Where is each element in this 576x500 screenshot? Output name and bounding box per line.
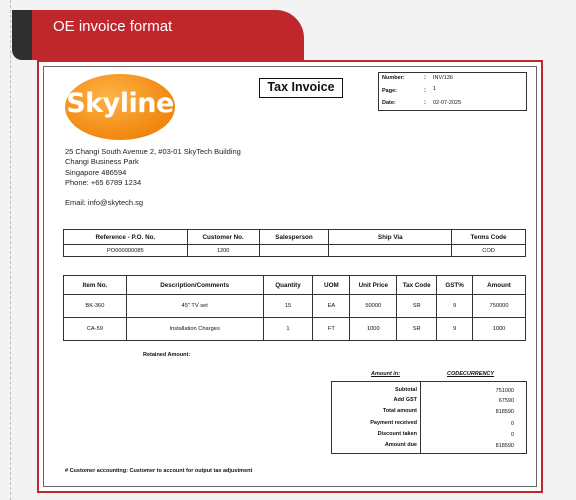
total-amount-label: Total amount bbox=[382, 408, 417, 414]
unit-price-cell: 50000 bbox=[350, 295, 397, 318]
tax-code-cell: SR bbox=[397, 318, 437, 341]
meta-number-label: Number: bbox=[382, 75, 405, 81]
items-col-header: Description/Comments bbox=[126, 276, 263, 295]
meta-date-label: Date: bbox=[382, 100, 396, 106]
document-title: Tax Invoice bbox=[259, 78, 343, 98]
table-row bbox=[64, 295, 526, 318]
currency-code: CODECURRENCY bbox=[447, 371, 495, 377]
ref-col-header: Salesperson bbox=[259, 230, 329, 245]
ship-via-cell bbox=[329, 245, 452, 257]
uom-cell: EA bbox=[313, 295, 350, 318]
amount-cell: 750000 bbox=[473, 295, 526, 318]
payment-received-label: Payment received bbox=[370, 420, 417, 426]
customer-accounting-note: # Customer accounting: Customer to account for output tax adjustment bbox=[65, 468, 253, 474]
reference-row bbox=[64, 245, 526, 257]
customer-no-cell: 1200 bbox=[187, 245, 259, 257]
gst-cell: 9 bbox=[437, 295, 473, 318]
page-dashed-border bbox=[10, 0, 11, 500]
amount-cell: 1000 bbox=[473, 318, 526, 341]
quantity-cell: 1 bbox=[263, 318, 313, 341]
meta-colon: : bbox=[424, 88, 426, 94]
email-line: Email: info@skytech.sg bbox=[65, 198, 144, 207]
table-row bbox=[64, 318, 526, 341]
meta-date-value: 02-07-2025 bbox=[433, 100, 462, 106]
phone-line: Phone: +65 6789 1234 bbox=[65, 178, 142, 187]
items-col-header: Quantity bbox=[263, 276, 313, 295]
items-col-header: UOM bbox=[313, 276, 350, 295]
tax-code-cell: SR bbox=[397, 295, 437, 318]
quantity-cell: 15 bbox=[263, 295, 313, 318]
items-col-header: Unit Price bbox=[350, 276, 397, 295]
add-gst-value: 67590 bbox=[498, 398, 514, 404]
terms-code-cell: COD bbox=[452, 245, 526, 257]
amount-due-value: 818590 bbox=[495, 443, 514, 449]
reference-header-row bbox=[64, 230, 526, 245]
ref-col-header: Reference - P.O. No. bbox=[64, 230, 188, 245]
items-col-header: Item No. bbox=[64, 276, 127, 295]
items-header-row bbox=[64, 276, 526, 295]
meta-page-value: 1 bbox=[433, 86, 437, 92]
reference-table bbox=[63, 229, 526, 257]
meta-page-label: Page: bbox=[382, 88, 397, 94]
address-line: 25 Changi South Avenue 2, #03-01 SkyTech Building bbox=[65, 147, 241, 156]
item-no-cell: CA-59 bbox=[64, 318, 127, 341]
ref-col-header: Terms Code bbox=[452, 230, 526, 245]
banner-tab-shadow bbox=[12, 10, 32, 60]
description-cell: Installation Charges bbox=[126, 318, 263, 341]
total-amount-value: 818590 bbox=[495, 409, 514, 415]
item-no-cell: BK-360 bbox=[64, 295, 127, 318]
description-cell: 45" TV set bbox=[126, 295, 263, 318]
banner-title: OE invoice format bbox=[53, 18, 173, 35]
gst-cell: 9 bbox=[437, 318, 473, 341]
discount-taken-label: Discount taken bbox=[377, 431, 417, 437]
amount-in-label: Amount in: bbox=[371, 371, 401, 377]
add-gst-label: Add GST bbox=[393, 397, 417, 403]
po-number-cell: PO000000085 bbox=[64, 245, 188, 257]
address-line: Singapore 486594 bbox=[65, 168, 127, 177]
retained-amount-label: Retained Amount: bbox=[143, 352, 191, 358]
discount-taken-value: 0 bbox=[510, 432, 514, 438]
subtotal-label: Subtotal bbox=[395, 387, 417, 393]
items-col-header: GST% bbox=[437, 276, 473, 295]
salesperson-cell bbox=[259, 245, 329, 257]
totals-divider bbox=[420, 381, 421, 454]
unit-price-cell: 1000 bbox=[350, 318, 397, 341]
meta-colon: : bbox=[424, 75, 426, 81]
logo-text: Skyline bbox=[66, 88, 174, 119]
meta-colon: : bbox=[424, 100, 426, 106]
amount-due-label: Amount due bbox=[384, 442, 417, 448]
ref-col-header: Customer No. bbox=[187, 230, 259, 245]
address-line: Changi Business Park bbox=[65, 157, 139, 166]
meta-number-value: INV/136 bbox=[433, 75, 453, 81]
items-col-header: Tax Code bbox=[397, 276, 437, 295]
ref-col-header: Ship Via bbox=[329, 230, 452, 245]
subtotal-value: 751000 bbox=[495, 388, 514, 394]
payment-received-value: 0 bbox=[510, 421, 514, 427]
uom-cell: FT bbox=[313, 318, 350, 341]
items-col-header: Amount bbox=[473, 276, 526, 295]
items-table bbox=[63, 275, 526, 341]
